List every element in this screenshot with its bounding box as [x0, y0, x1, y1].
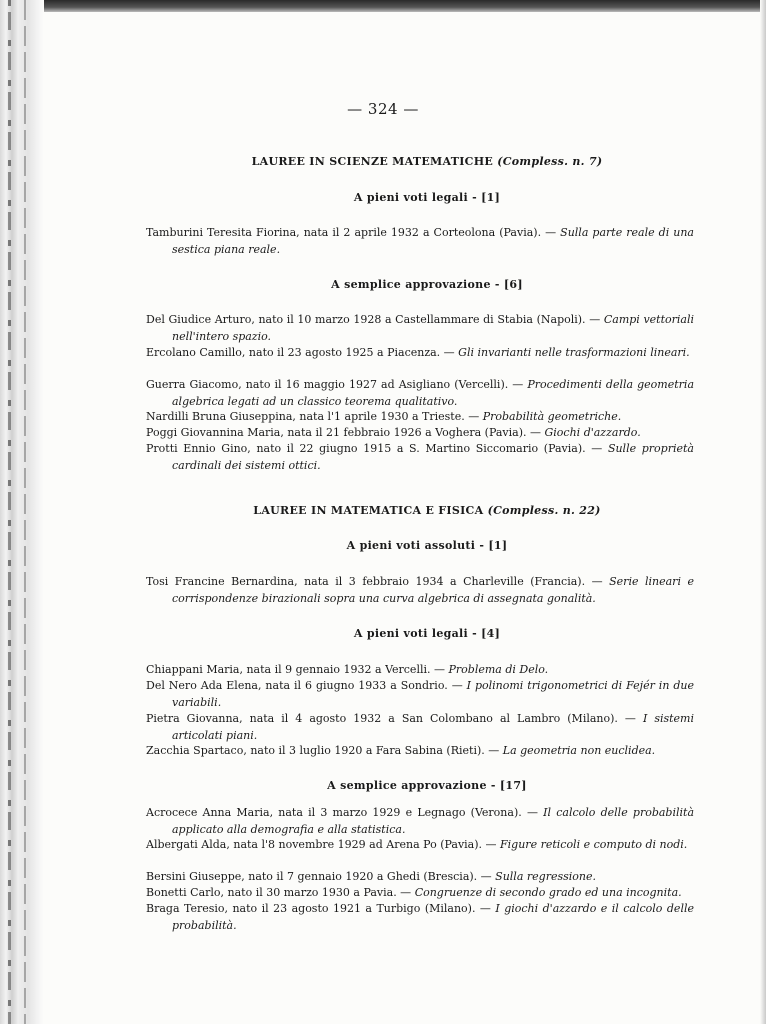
list-item: Bonetti Carlo, nato il 30 marzo 1930 a Pavia. — Congruenze di secondo grado ed una incognita. [146, 886, 682, 899]
scan-top-edge [0, 0, 766, 12]
scan-binding-edge [0, 0, 44, 1024]
list-item: Chiappani Maria, nata il 9 gennaio 1932 a Vercelli. — Problema di Delo. [146, 663, 549, 676]
group-heading: A pieni voti legali - [1] [353, 191, 501, 204]
list-item: Braga Teresio, nato il 23 agosto 1921 a Turbigo (Milano). — I giochi d'azzardo e il calcolo delle probabilità. [146, 902, 694, 932]
list-item: Del Giudice Arturo, nato il 10 marzo 1928 a Castellammare di Stabia (Napoli). — Campi vettoriali nell'intero spazio. [146, 313, 694, 343]
list-item: Guerra Giacomo, nato il 16 maggio 1927 ad Asigliano (Vercelli). — Procedimenti della geometria algebrica legati ad un classico teorema qualitativo. [146, 378, 694, 408]
list-item: Bersini Giuseppe, nato il 7 gennaio 1920 a Ghedi (Brescia). — Sulla regressione. [146, 870, 596, 883]
group-heading: A semplice approvazione - [17] [327, 779, 527, 792]
page-number: — 324 — [347, 100, 419, 118]
group-heading: A pieni voti assoluti - [1] [346, 539, 508, 552]
list-item: Protti Ennio Gino, nato il 22 giugno 1915 a S. Martino Siccomario (Pavia). — Sulle proprietà cardinali dei sistemi ottici. [146, 442, 694, 472]
section-heading-matematica-fisica: LAUREE IN MATEMATICA E FISICA (Compless. n. 22) [253, 504, 601, 517]
section-heading-scienze-matematiche: LAUREE IN SCIENZE MATEMATICHE (Compless. n. 7) [251, 155, 603, 168]
list-item: Pietra Giovanna, nata il 4 agosto 1932 a San Colombano al Lambro (Milano). — I sistemi articolati piani. [146, 712, 694, 742]
group-heading: A pieni voti legali - [4] [353, 627, 501, 640]
list-item: Ercolano Camillo, nato il 23 agosto 1925 a Piacenza. — Gli invarianti nelle trasformazioni lineari. [146, 346, 690, 359]
list-item: Nardilli Bruna Giuseppina, nata l'1 aprile 1930 a Trieste. — Probabilità geometriche. [146, 410, 622, 423]
group-heading: A semplice approvazione - [6] [331, 278, 523, 291]
list-item: Zacchia Spartaco, nato il 3 luglio 1920 a Fara Sabina (Rieti). — La geometria non euclidea. [146, 744, 656, 757]
list-item: Tosi Francine Bernardina, nata il 3 febbraio 1934 a Charleville (Francia). — Serie lineari e corrispondenze birazionali sopra una curva algebrica di assegnata gonalità. [146, 575, 694, 605]
list-item: Poggi Giovannina Maria, nata il 21 febbraio 1926 a Voghera (Pavia). — Giochi d'azzardo. [146, 426, 641, 439]
list-item: Del Nero Ada Elena, nata il 6 giugno 1933 a Sondrio. — I polinomi trigonometrici di Fejér in due variabili. [146, 679, 695, 709]
list-item: Albergati Alda, nata l'8 novembre 1929 ad Arena Po (Pavia). — Figure reticoli e computo di nodi. [146, 838, 688, 851]
list-item: Tamburini Teresita Fiorina, nata il 2 aprile 1932 a Corteolona (Pavia). — Sulla parte reale di una sestica piana reale. [146, 226, 694, 256]
list-item: Acrocece Anna Maria, nata il 3 marzo 1929 e Legnago (Verona). — Il calcolo delle probabilità applicato alla demografia e alla statistica. [146, 806, 695, 836]
